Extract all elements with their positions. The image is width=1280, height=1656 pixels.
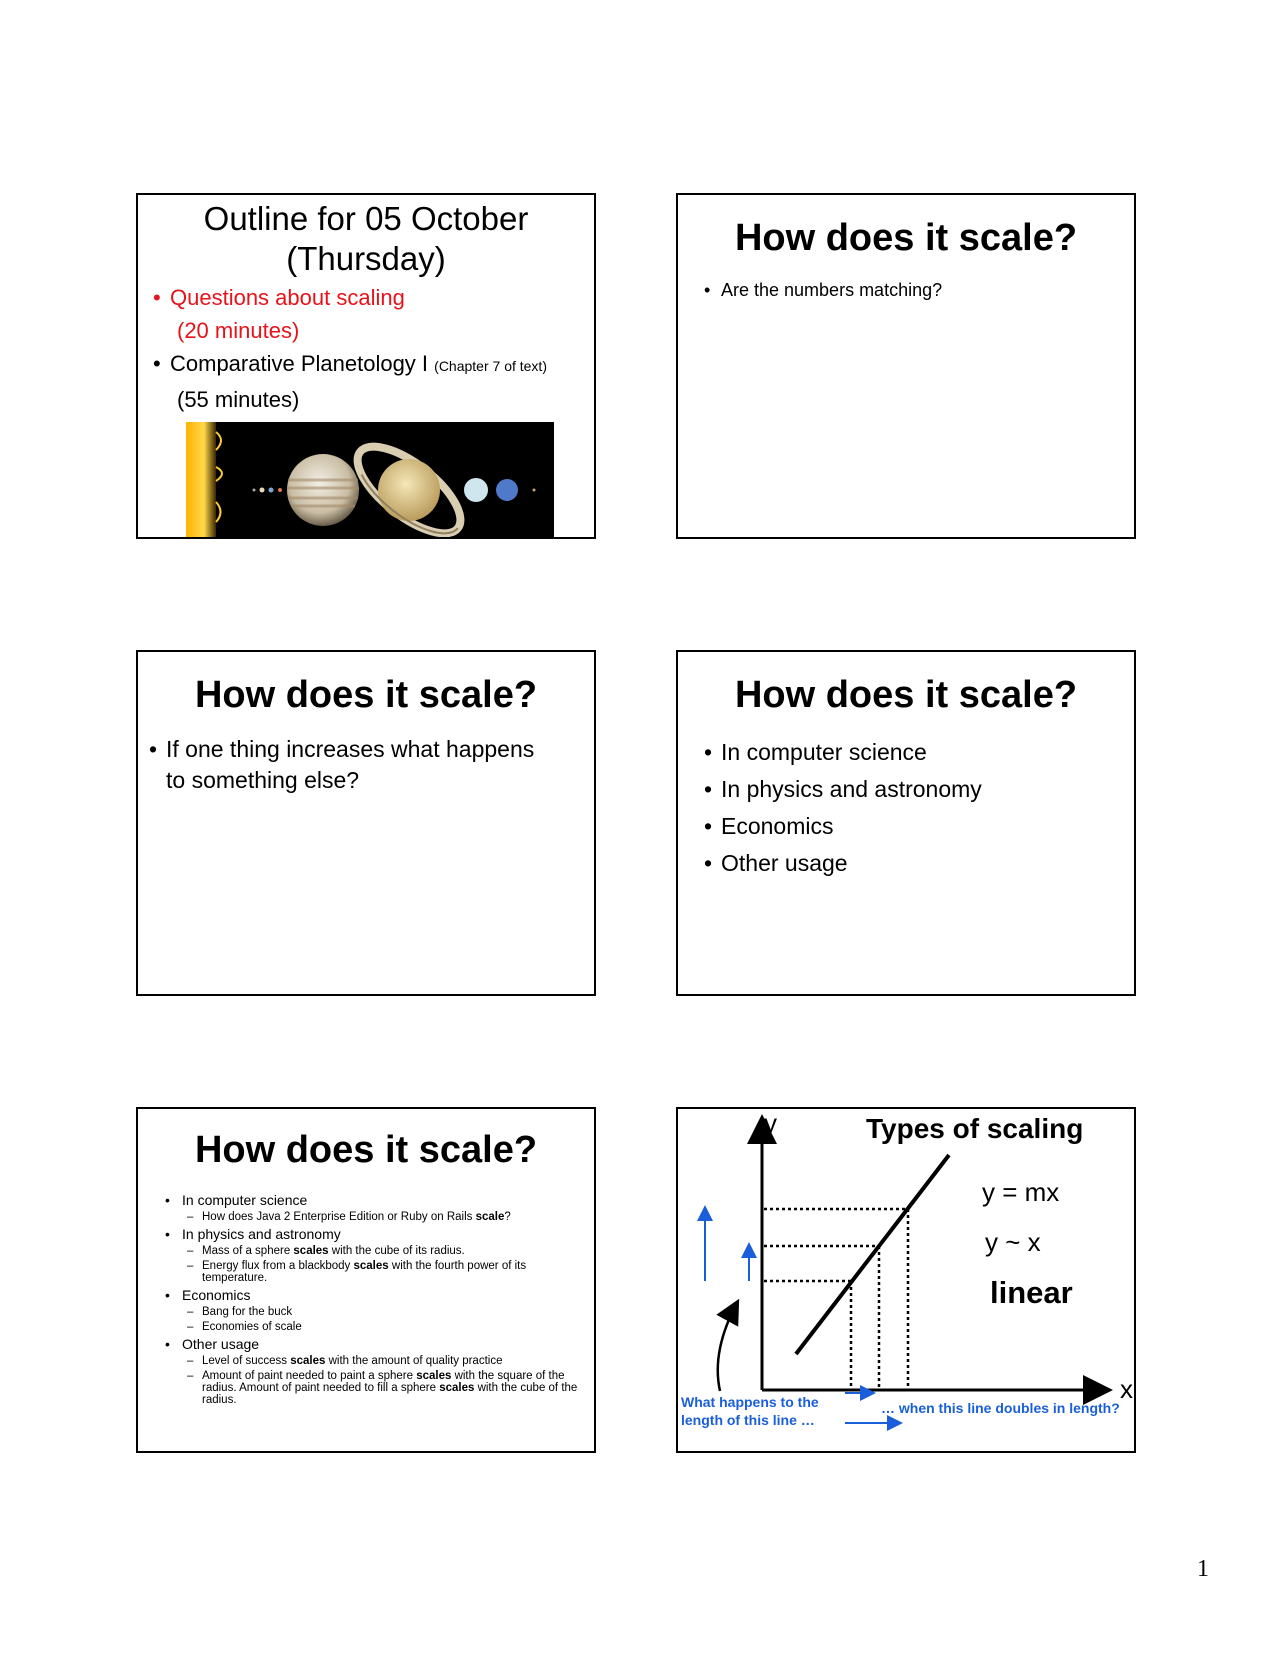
bullet-list	[721, 278, 942, 302]
sub-item	[182, 1260, 582, 1284]
sub-text: with the square of the radius. Amount of paint needed to fill a sphere	[202, 1370, 565, 1394]
title-line-1: Outline for 05 October	[203, 200, 529, 237]
outline-list	[170, 281, 590, 416]
caption-left: What happens to the length of this line …	[681, 1394, 819, 1428]
slide-title: Types of scaling	[866, 1113, 1084, 1144]
bullet-item: • Other usage	[721, 845, 982, 882]
slide-scale-increases	[136, 650, 596, 996]
slide-title: How does it scale?	[194, 674, 538, 716]
sub-text: ?	[504, 1211, 511, 1223]
slide-types-of-scaling	[676, 1107, 1136, 1453]
outline-item-scaling	[170, 281, 590, 314]
outline-item-planetology	[170, 347, 590, 383]
sub-item	[182, 1245, 582, 1257]
scaling-type-label: linear	[990, 1275, 1073, 1310]
bullet-item: • In physics and astronomy	[721, 771, 982, 808]
slide-scale-domains	[676, 650, 1136, 996]
pointer-curve	[718, 1301, 738, 1391]
outline-item-time: (20 minutes)	[177, 318, 300, 343]
bullet-list	[166, 734, 586, 796]
item-label: Comparative Planetology I	[170, 351, 429, 376]
slide-outline	[136, 193, 596, 539]
bullet-item: • Are the numbers matching?	[721, 278, 942, 302]
sub-bold: scales	[353, 1260, 389, 1272]
item-label: Questions about scaling	[170, 285, 405, 310]
bullet-line: • If one thing increases what happens	[166, 736, 535, 762]
sub-text: Level of success	[202, 1355, 291, 1367]
section-label: • In computer science	[182, 1192, 582, 1209]
x-axis-label: x	[1120, 1374, 1133, 1404]
sub-text: with the amount of quality practice	[325, 1355, 503, 1367]
sub-text: with the cube of its radius.	[328, 1245, 465, 1257]
y-axis-label: y	[764, 1108, 777, 1138]
equation-label: y = mx	[982, 1177, 1060, 1207]
slide-title: How does it scale?	[194, 1129, 538, 1171]
slide-scale-examples	[136, 1107, 596, 1453]
sub-bold: scales	[416, 1370, 452, 1382]
sub-bold: scales	[293, 1245, 329, 1257]
bullet-list	[721, 734, 982, 882]
sub-item	[182, 1370, 582, 1406]
sub-text: How does Java 2 Enterprise Edition or Ruby on Rails	[202, 1211, 476, 1223]
sub-bold: scale	[475, 1211, 505, 1223]
sub-text: Bang for the buck	[202, 1306, 293, 1318]
outline-item-time: (55 minutes)	[177, 387, 300, 412]
bullet-item: • In computer science	[721, 734, 982, 771]
sub-text: Mass of a sphere	[202, 1245, 294, 1257]
sub-text: Energy flux from a blackbody	[202, 1260, 354, 1272]
section-label: • In physics and astronomy	[182, 1226, 582, 1243]
title-line-2: (Thursday)	[286, 240, 446, 277]
sub-text: Economies of scale	[202, 1321, 302, 1333]
slide-title	[138, 199, 594, 279]
bullet-line: to something else?	[166, 767, 360, 793]
section-label: • Economics	[182, 1287, 582, 1304]
sub-item	[182, 1321, 582, 1333]
sub-bold: scales	[290, 1355, 326, 1367]
section-label: • Other usage	[182, 1336, 582, 1353]
caption-right: … when this line doubles in length?	[881, 1400, 1120, 1416]
page-number: 1	[1197, 1556, 1209, 1582]
sub-bold: scales	[439, 1382, 475, 1394]
solar-system-image	[186, 422, 554, 539]
sub-text: with the cube of the radius.	[202, 1382, 578, 1406]
sub-item	[182, 1211, 582, 1223]
slide-title: How does it scale?	[734, 217, 1078, 259]
slide-scale-numbers	[676, 193, 1136, 539]
sub-item	[182, 1306, 582, 1318]
bullet-item	[166, 734, 586, 796]
slide-title: How does it scale?	[734, 674, 1078, 716]
item-note: (Chapter 7 of text)	[434, 358, 547, 374]
equation-label: y ~ x	[985, 1227, 1041, 1257]
example-list	[182, 1191, 582, 1409]
bullet-item: • Economics	[721, 808, 982, 845]
linear-line	[796, 1155, 949, 1354]
sub-item	[182, 1355, 582, 1367]
sub-text: Amount of paint needed to paint a sphere	[202, 1370, 417, 1382]
sub-text: with the fourth power of its temperature.	[202, 1260, 527, 1284]
